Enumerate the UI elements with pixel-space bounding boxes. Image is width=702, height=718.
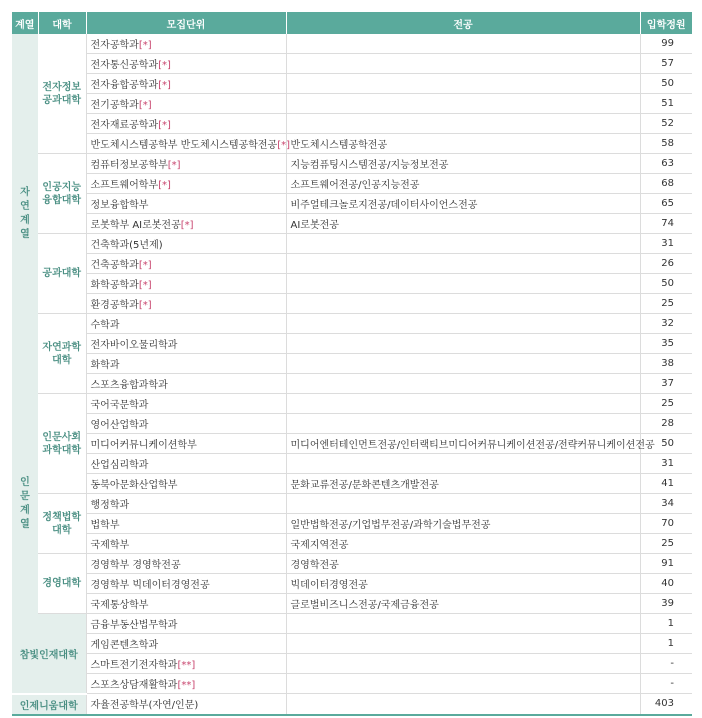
quota-cell: 68 (640, 174, 692, 194)
unit-name: 전자재료공학과 (90, 120, 159, 131)
quota-cell: 38 (640, 354, 692, 374)
major-cell: 일반법학전공/기업법무전공/과학기술법무전공 (286, 514, 640, 534)
quota-cell: 35 (640, 334, 692, 354)
unit-name: 환경공학과 (90, 300, 139, 311)
unit-cell (86, 134, 291, 154)
quota-cell: 40 (640, 574, 692, 594)
major-cell (286, 94, 640, 114)
quota-cell: 25 (640, 294, 692, 314)
major-cell (286, 314, 640, 334)
unit-cell (86, 214, 286, 234)
header-category: 계열 (12, 12, 38, 34)
unit-name: 스포츠융합과학과 (90, 380, 168, 391)
major-cell (286, 634, 640, 654)
major-cell (286, 234, 640, 254)
table-row (12, 554, 692, 574)
table-row (12, 494, 692, 514)
unit-name: 소프트웨어학부 (90, 180, 159, 191)
college-cell: 참빛인재대학 (12, 614, 86, 694)
table-row (12, 254, 692, 274)
unit-name: 경영학부 빅데이터경영전공 (90, 580, 210, 591)
note-mark: [*] (277, 140, 291, 151)
category-name: 자연계열 (20, 186, 30, 240)
unit-name: 영어산업학과 (90, 420, 149, 431)
unit-cell (86, 454, 286, 474)
table-row (12, 374, 692, 394)
unit-name: 전자융합공학과 (90, 80, 159, 91)
unit-name: 로봇학부 AI로봇전공 (90, 220, 181, 231)
unit-name: 행정학과 (90, 500, 130, 511)
table-row (12, 674, 692, 694)
note-mark: [*] (167, 160, 181, 171)
major-cell (286, 334, 640, 354)
table-row (12, 574, 692, 594)
unit-cell (86, 114, 286, 134)
unit-cell (86, 194, 286, 214)
unit-name: 자율전공학부(자연/인문) (90, 700, 199, 712)
unit-cell (86, 494, 286, 514)
unit-name: 정보융합학부 (90, 200, 149, 211)
quota-cell: 51 (640, 94, 692, 114)
quota-cell: 58 (640, 134, 692, 154)
unit-name: 화학공학과 (90, 280, 139, 291)
unit-name: 스포츠상담재활학과 (90, 680, 178, 691)
quota-cell: 52 (640, 114, 692, 134)
unit-name: 건축공학과 (90, 260, 139, 271)
note-mark: [*] (138, 300, 152, 311)
major-cell (286, 54, 640, 74)
unit-cell (86, 254, 286, 274)
major-cell: 소프트웨어전공/인공지능전공 (286, 174, 640, 194)
unit-name: 컴퓨터정보공학부 (90, 160, 168, 171)
unit-cell (86, 594, 286, 614)
unit-cell (86, 514, 286, 534)
quota-cell: 74 (640, 214, 692, 234)
major-cell: 경영학전공 (286, 554, 640, 574)
quota-cell: - (640, 674, 692, 694)
admission-quota-table (12, 12, 692, 714)
unit-cell (86, 434, 286, 454)
note-mark: [**] (177, 660, 196, 671)
note-mark: [*] (138, 40, 152, 51)
unit-name: 게임콘텐츠학과 (90, 640, 159, 651)
major-cell (286, 414, 640, 434)
unit-cell (86, 234, 286, 254)
major-cell (286, 614, 640, 634)
table-row (12, 114, 692, 134)
quota-cell: 1 (640, 634, 692, 654)
unit-name: 산업심리학과 (90, 460, 149, 471)
unit-name: 수학과 (90, 320, 120, 331)
quota-cell: 31 (640, 454, 692, 474)
unit-cell (86, 534, 286, 554)
table-row (12, 94, 692, 114)
table-row (12, 34, 692, 54)
major-cell (286, 494, 640, 514)
college-cell: 인제니움대학 (12, 694, 86, 714)
table-row (12, 334, 692, 354)
note-mark: [*] (158, 80, 171, 91)
college-cell: 경영대학 (38, 554, 86, 614)
unit-cell (86, 414, 286, 434)
table-row (12, 434, 692, 454)
unit-cell (86, 294, 286, 314)
college-cell: 자연과학대학 (38, 314, 86, 394)
note-mark: [*] (158, 60, 171, 71)
college-cell: 공과대학 (38, 234, 86, 314)
unit-name: 미디어커뮤니케이션학부 (90, 440, 197, 451)
table-row (12, 174, 692, 194)
note-mark: [*] (158, 120, 171, 131)
unit-name: 금융부동산법무학과 (90, 620, 178, 631)
quota-cell: 32 (640, 314, 692, 334)
header-quota: 입학정원 (640, 12, 692, 34)
quota-cell: 50 (640, 434, 692, 454)
category-cell (12, 394, 38, 614)
major-cell (286, 254, 640, 274)
unit-cell (86, 94, 286, 114)
unit-cell (86, 354, 286, 374)
quota-cell: 403 (654, 698, 674, 710)
table-row (12, 694, 692, 714)
major-cell (286, 394, 640, 414)
major-cell: 미디어엔터테인먼트전공/인터랙티브미디어커뮤니케이션전공/전략커뮤니케이션전공 (286, 434, 640, 454)
major-cell (286, 74, 640, 94)
table-row (12, 534, 692, 554)
table-row (12, 154, 692, 174)
quota-cell: 50 (640, 74, 692, 94)
quota-cell: 37 (640, 374, 692, 394)
quota-cell: 25 (640, 394, 692, 414)
unit-cell (86, 334, 286, 354)
quota-cell: 99 (640, 34, 692, 54)
table-row (12, 474, 692, 494)
table-row (12, 74, 692, 94)
note-mark: [*] (138, 260, 152, 271)
unit-cell (86, 274, 286, 294)
quota-cell: 1 (640, 614, 692, 634)
admission-table-wrapper (12, 12, 692, 714)
unit-name: 경영학부 경영학전공 (90, 560, 181, 571)
table-row (12, 54, 692, 74)
major-cell (286, 274, 640, 294)
college-cell: 인공지능융합대학 (38, 154, 86, 234)
note-mark: [*] (138, 100, 152, 111)
table-row (12, 614, 692, 634)
table-row (12, 354, 692, 374)
table-row (12, 314, 692, 334)
unit-name: 화학과 (90, 360, 120, 371)
college-cell: 인문사회과학대학 (38, 394, 86, 494)
table-row (12, 214, 692, 234)
quota-cell: 91 (640, 554, 692, 574)
unit-cell (86, 574, 286, 594)
unit-cell (86, 614, 286, 634)
unit-name: 전자통신공학과 (90, 60, 159, 71)
header-unit: 모집단위 (86, 12, 286, 34)
quota-cell: 26 (640, 254, 692, 274)
note-mark: [*] (138, 280, 152, 291)
unit-cell (86, 654, 286, 674)
table-row (12, 654, 692, 674)
unit-cell (86, 394, 286, 414)
major-cell: AI로봇전공 (286, 214, 640, 234)
college-cell: 정책법학대학 (38, 494, 86, 554)
college-cell: 전자정보공과대학 (38, 34, 86, 154)
unit-name: 국제통상학부 (90, 600, 149, 611)
note-mark: [*] (158, 180, 171, 191)
unit-cell (86, 34, 286, 54)
major-cell: 문화교류전공/문화콘텐츠개발전공 (286, 474, 640, 494)
major-cell (286, 674, 640, 694)
note-mark: [**] (177, 680, 196, 691)
major-cell (286, 294, 640, 314)
major-cell (286, 694, 640, 714)
quota-cell: 31 (640, 234, 692, 254)
major-cell (286, 34, 640, 54)
table-row (12, 134, 692, 154)
category-cell (12, 34, 38, 394)
table-row (12, 274, 692, 294)
major-cell (286, 454, 640, 474)
quota-cell: 34 (640, 494, 692, 514)
table-row (12, 394, 692, 414)
major-cell: 빅데이터경영전공 (286, 574, 640, 594)
unit-cell (86, 314, 286, 334)
quota-cell: 41 (640, 474, 692, 494)
unit-name: 전기공학과 (90, 100, 139, 111)
quota-cell: 70 (640, 514, 692, 534)
table-bottom-border (12, 714, 692, 716)
unit-name: 국어국문학과 (90, 400, 149, 411)
unit-name: 전자공학과 (90, 40, 139, 51)
quota-cell: 63 (640, 154, 692, 174)
quota-cell: 50 (640, 274, 692, 294)
unit-name: 스마트전기전자학과 (90, 660, 178, 671)
category-name: 인문계열 (20, 476, 30, 530)
table-header-row (12, 12, 692, 34)
unit-cell (86, 154, 286, 174)
table-row (12, 194, 692, 214)
unit-cell (86, 174, 286, 194)
table-row (12, 634, 692, 654)
major-cell (286, 114, 640, 134)
unit-name: 반도체시스템공학부 반도체시스템공학전공 (90, 140, 278, 151)
header-major: 전공 (286, 12, 640, 34)
unit-name: 전자바이오물리학과 (90, 340, 178, 351)
major-cell: 국제지역전공 (286, 534, 640, 554)
table-row (12, 514, 692, 534)
major-cell (286, 354, 640, 374)
note-mark: [*] (180, 220, 194, 231)
unit-cell (86, 54, 286, 74)
unit-cell (86, 474, 286, 494)
major-cell (286, 374, 640, 394)
quota-cell: 28 (640, 414, 692, 434)
major-cell: 비주얼테크놀로지전공/데이터사이언스전공 (286, 194, 640, 214)
table-row (12, 234, 692, 254)
unit-cell (86, 374, 286, 394)
unit-name: 국제학부 (90, 540, 130, 551)
quota-cell: 57 (640, 54, 692, 74)
unit-name: 건축학과(5년제) (90, 240, 163, 251)
table-body (12, 34, 692, 714)
major-cell: 글로벌비즈니스전공/국제금융전공 (286, 594, 640, 614)
quota-cell: 65 (640, 194, 692, 214)
quota-cell: - (640, 654, 692, 674)
major-cell: 반도체시스템공학전공 (286, 134, 640, 154)
unit-cell (86, 674, 286, 694)
table-row (12, 454, 692, 474)
unit-cell (86, 554, 286, 574)
unit-cell (86, 694, 286, 714)
quota-cell: 39 (640, 594, 692, 614)
unit-cell (86, 634, 286, 654)
table-row (12, 414, 692, 434)
table-row (12, 594, 692, 614)
major-cell: 지능컴퓨팅시스템전공/지능정보전공 (286, 154, 640, 174)
quota-cell: 25 (640, 534, 692, 554)
unit-name: 법학부 (90, 520, 120, 531)
major-cell (286, 654, 640, 674)
header-college: 대학 (38, 12, 86, 34)
unit-name: 동북아문화산업학부 (90, 480, 178, 491)
unit-cell (86, 74, 286, 94)
table-row (12, 294, 692, 314)
